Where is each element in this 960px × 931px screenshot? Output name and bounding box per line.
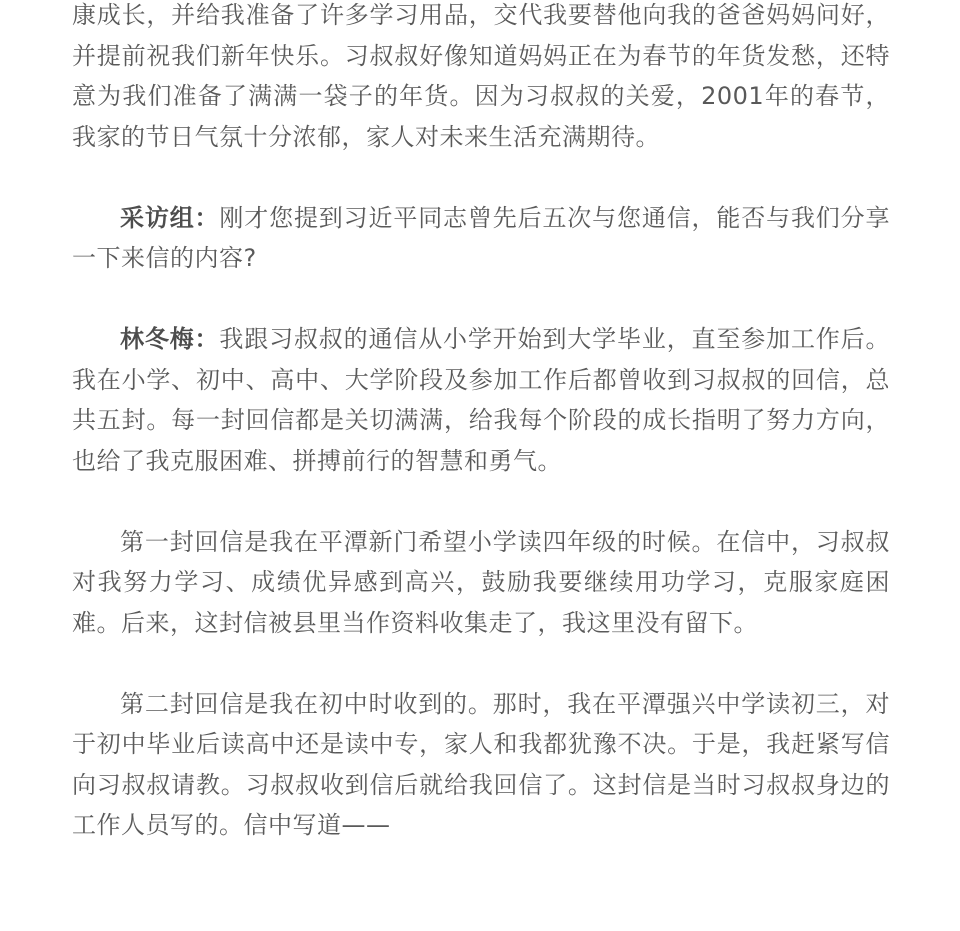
paragraph-text: 第二封回信是我在初中时收到的。那时，我在平潭强兴中学读初三，对于初中毕业后读高中还是读中专，家人和我都犹豫不决。于是，我赶紧写信向习叔叔请教。习叔叔收到信后就给我回信了。这封信是当时习叔叔身边的工作人员写的。信中写道——	[72, 689, 890, 839]
article-body	[72, 0, 890, 886]
paragraph-text: 刚才您提到习近平同志曾先后五次与您通信，能否与我们分享一下来信的内容?	[72, 203, 891, 272]
paragraph-5	[72, 684, 890, 846]
paragraph-1	[72, 0, 890, 157]
speaker-label: 采访组：	[120, 203, 220, 232]
speaker-label: 林冬梅：	[120, 325, 220, 353]
paragraph-4	[72, 522, 890, 644]
paragraph-text: 康成长，并给我准备了许多学习用品，交代我要替他向我的爸爸妈妈问好，并提前祝我们新年快乐。习叔叔好像知道妈妈正在为春节的年货发愁，还特意为我们准备了满满一袋子的年货。因为习叔叔的关爱，2001年的春节，我家的节日气氛十分浓郁，家人对未来生活充满期待。	[72, 1, 890, 151]
paragraph-text: 第一封回信是我在平潭新门希望小学读四年级的时候。在信中，习叔叔对我努力学习、成绩优异感到高兴，鼓励我要继续用功学习，克服家庭困难。后来，这封信被县里当作资料收集走了，我这里没有留下。	[72, 527, 890, 637]
paragraph-3	[72, 319, 890, 481]
paragraph-text: 我跟习叔叔的通信从小学开始到大学毕业，直至参加工作后。我在小学、初中、高中、大学阶段及参加工作后都曾收到习叔叔的回信，总共五封。每一封回信都是关切满满，给我每个阶段的成长指明了努力方向，也给了我克服困难、拼搏前行的智慧和勇气。	[72, 325, 891, 475]
paragraph-2	[72, 198, 890, 279]
